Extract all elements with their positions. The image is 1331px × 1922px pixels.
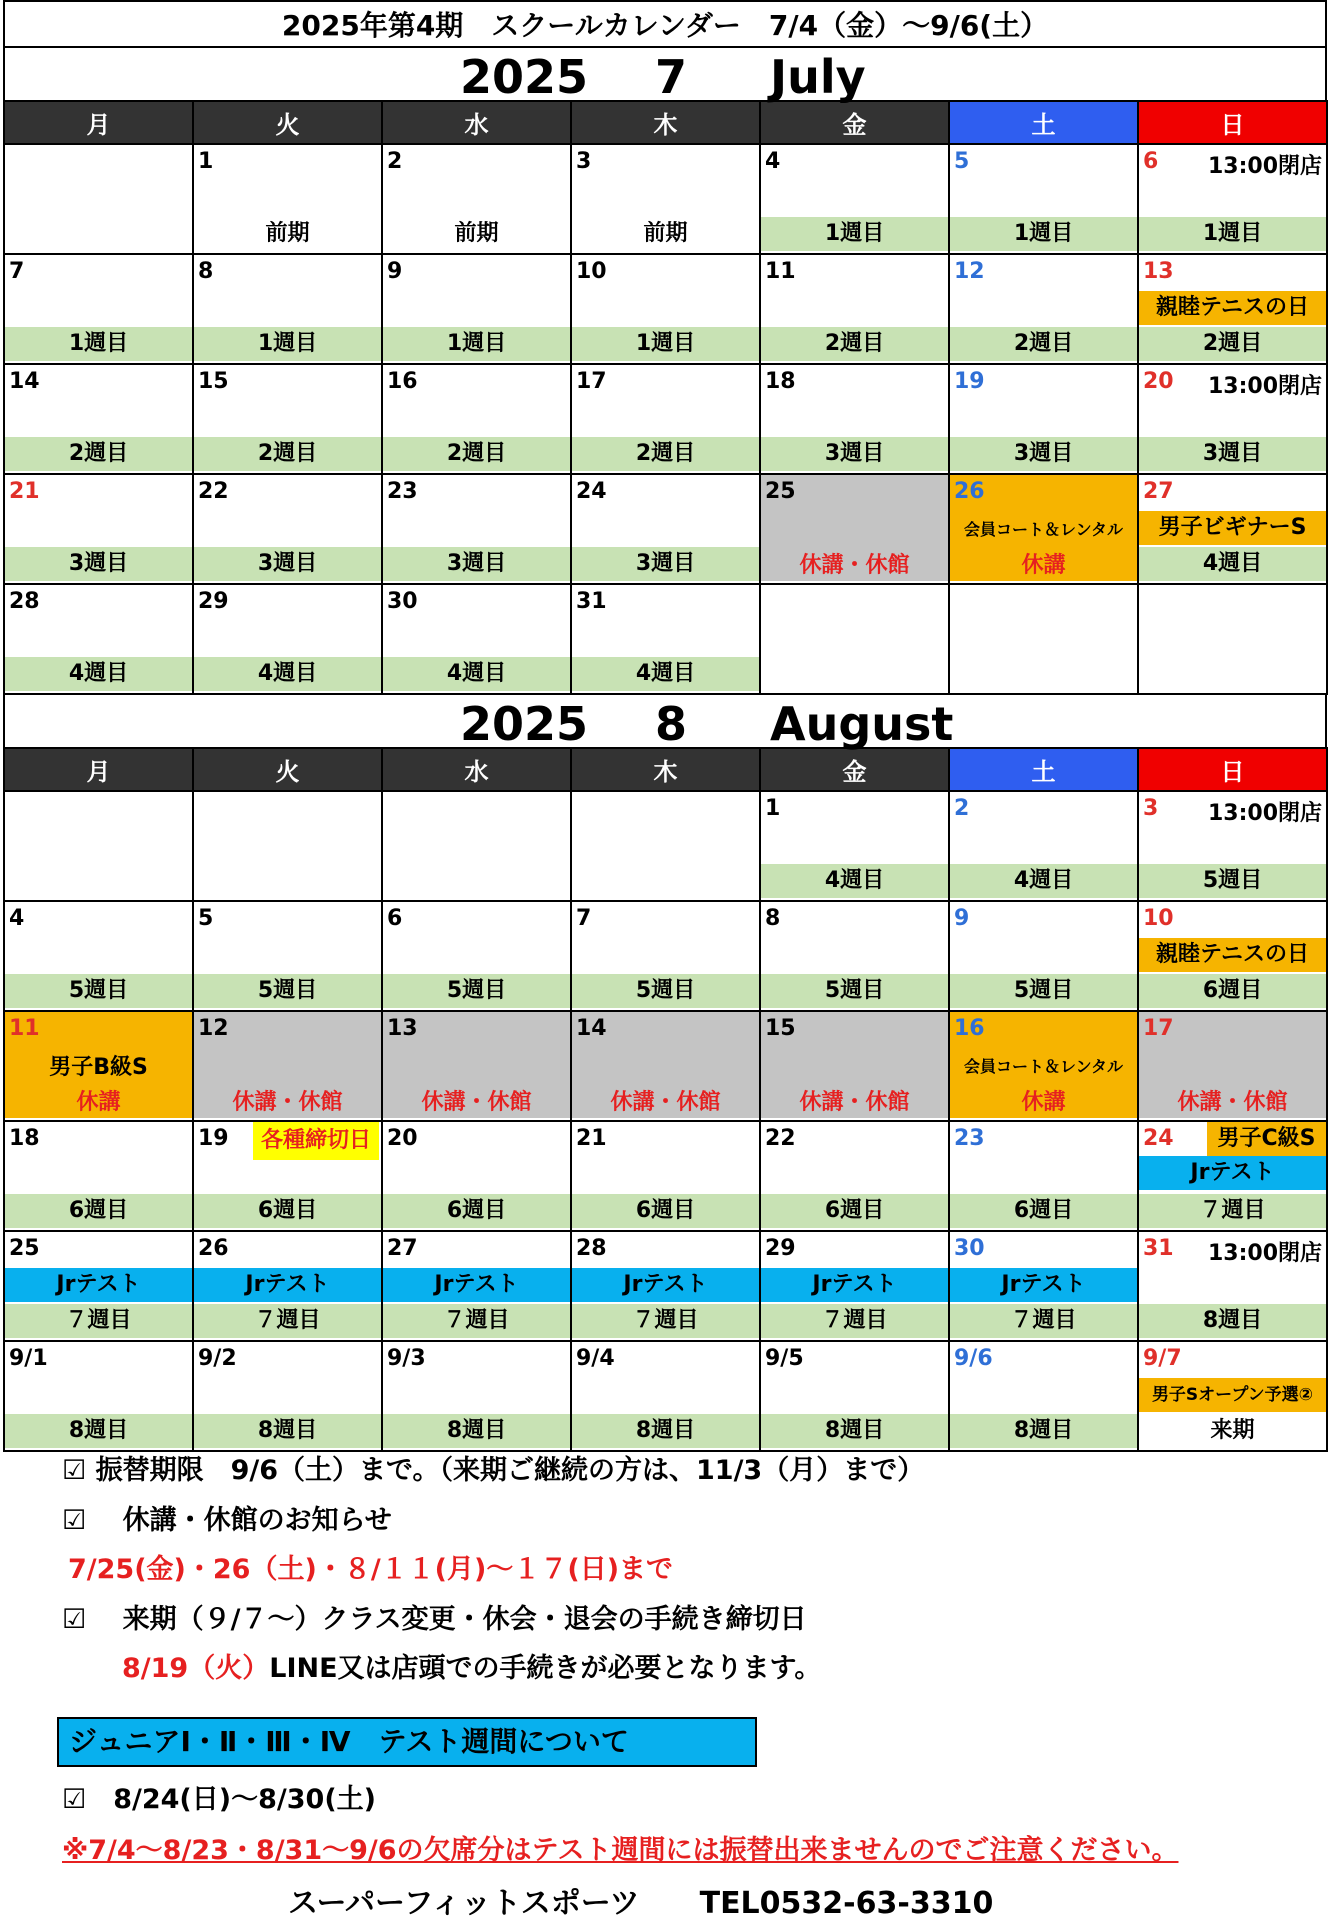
week-label: 1週目 (194, 327, 381, 361)
day-number: 18 (765, 369, 796, 394)
day-cell (4, 254, 193, 364)
week-label: 3週目 (383, 547, 570, 581)
note-test-week: ☑ 8/24(日)～8/30(土) (62, 1784, 377, 1815)
day-cell (382, 254, 571, 364)
event-band: Jrテスト (761, 1268, 948, 1302)
day-cell (571, 254, 760, 364)
day-number: 31 (576, 589, 607, 614)
week-label: ７週目 (572, 1304, 759, 1338)
day-cell (949, 791, 1138, 901)
weekday-header: 月 (4, 748, 193, 791)
day-cell (760, 1341, 949, 1451)
day-cell (571, 1341, 760, 1451)
day-number: 16 (387, 369, 418, 394)
day-number: 9/7 (1143, 1346, 1182, 1371)
day-cell (760, 1231, 949, 1341)
week-label: 6週目 (761, 1194, 948, 1228)
deadline-tag: 各種締切日 (253, 1122, 379, 1160)
day-cell (193, 1231, 382, 1341)
day-number: 20 (387, 1126, 418, 1151)
day-cell (1138, 901, 1327, 1011)
day-number: 5 (198, 906, 214, 931)
event-band: 男子ビギナーS (1139, 511, 1326, 545)
note-procedure-date: 8/19（火） (122, 1653, 270, 1684)
day-number: 9/1 (9, 1346, 48, 1371)
day-number: 22 (198, 479, 229, 504)
calendar-title: 2025年第4期 スクールカレンダー 7/4（金）～9/6(土） (3, 0, 1327, 48)
day-number: 23 (954, 1126, 985, 1151)
week-label: ７週目 (1139, 1194, 1326, 1228)
day-cell (760, 1011, 949, 1121)
day-number: 26 (954, 479, 985, 504)
week-label: 前期 (643, 221, 688, 246)
week-label: 2週目 (950, 327, 1137, 361)
week-label: 8週目 (383, 1414, 570, 1448)
early-close-note: 13:00閉店 (1207, 154, 1322, 179)
week-label: 6週目 (194, 1194, 381, 1228)
day-number: 24 (576, 479, 607, 504)
note-procedure-text: LINE又は店頭での手続きが必要となります。 (269, 1653, 822, 1684)
day-number: 7 (9, 259, 25, 284)
day-cell (4, 474, 193, 584)
day-number: 12 (198, 1016, 229, 1041)
week-label: 4週目 (1139, 547, 1326, 581)
weekday-header: 火 (193, 748, 382, 791)
day-number: 8 (198, 259, 214, 284)
day-cell (949, 901, 1138, 1011)
day-cell (571, 791, 760, 901)
day-number: 14 (9, 369, 40, 394)
day-cell (4, 364, 193, 474)
early-close-note: 13:00閉店 (1207, 1241, 1322, 1266)
day-cell (1138, 254, 1327, 364)
weekday-header: 金 (760, 101, 949, 144)
day-number: 13 (387, 1016, 418, 1041)
day-cell (1138, 474, 1327, 584)
day-cell (760, 584, 949, 694)
day-cell (1138, 144, 1327, 254)
day-number: 17 (576, 369, 607, 394)
day-cell (760, 364, 949, 474)
week-label: 6週目 (383, 1194, 570, 1228)
day-cell (4, 1341, 193, 1451)
footer-contact: スーパーフィットスポーツ TEL0532-63-3310 (288, 1886, 994, 1921)
week-label: 8週目 (950, 1414, 1137, 1448)
week-label: 8週目 (761, 1414, 948, 1448)
event-band: 男子Sオープン予選② (1139, 1378, 1326, 1412)
day-cell (382, 791, 571, 901)
note-closure-heading: ☑ 休講・休館のお知らせ (62, 1505, 392, 1536)
day-cell (571, 474, 760, 584)
day-cell (571, 584, 760, 694)
early-close-note: 13:00閉店 (1207, 374, 1322, 399)
event-band: Jrテスト (572, 1268, 759, 1302)
week-label: 4週目 (572, 657, 759, 691)
day-cell (949, 1341, 1138, 1451)
week-label: 4週目 (950, 864, 1137, 898)
week-label: 1週目 (5, 327, 192, 361)
day-number: 6 (1143, 149, 1159, 174)
weekday-header: 日 (1138, 101, 1327, 144)
week-label: 5週目 (194, 974, 381, 1008)
day-number: 30 (954, 1236, 985, 1261)
day-cell (382, 1341, 571, 1451)
closure-label: 休講・休館 (799, 553, 910, 578)
day-cell (382, 1011, 571, 1121)
day-cell (949, 254, 1138, 364)
week-label: 前期 (265, 221, 310, 246)
day-number: 6 (387, 906, 403, 931)
event-band: Jrテスト (5, 1268, 192, 1302)
week-label: 5週目 (5, 974, 192, 1008)
week-label: 2週目 (383, 437, 570, 471)
weekday-header: 水 (382, 748, 571, 791)
day-cell (949, 144, 1138, 254)
day-cell (4, 1121, 193, 1231)
day-cell (382, 474, 571, 584)
day-cell (4, 1231, 193, 1341)
day-cell (382, 1231, 571, 1341)
week-label: 1週目 (761, 217, 948, 251)
day-cell (760, 1121, 949, 1231)
weekday-header: 火 (193, 101, 382, 144)
day-cell (4, 584, 193, 694)
day-cell (760, 474, 949, 584)
day-cell (193, 144, 382, 254)
day-cell (949, 474, 1138, 584)
weekday-header: 土 (949, 101, 1138, 144)
weekday-header: 木 (571, 101, 760, 144)
closure-label: 休講・休館 (1177, 1090, 1288, 1115)
week-label: 8週目 (5, 1414, 192, 1448)
day-number: 24 (1143, 1126, 1174, 1151)
calendar-july (3, 100, 1328, 695)
day-number: 11 (765, 259, 796, 284)
closure-label: 休講・休館 (799, 1090, 910, 1115)
month-header-july (3, 48, 1327, 104)
day-cell (193, 901, 382, 1011)
week-label: 3週目 (5, 547, 192, 581)
day-number: 9/6 (954, 1346, 993, 1371)
weekday-header: 金 (760, 748, 949, 791)
day-number: 21 (576, 1126, 607, 1151)
day-number: 2 (954, 796, 970, 821)
day-number: 17 (1143, 1016, 1174, 1041)
day-number: 27 (1143, 479, 1174, 504)
day-number: 9/3 (387, 1346, 426, 1371)
day-cell (193, 584, 382, 694)
week-label: 3週目 (950, 437, 1137, 471)
day-cell (1138, 791, 1327, 901)
day-number: 29 (765, 1236, 796, 1261)
day-number: 31 (1143, 1236, 1174, 1261)
month-number: 7 (655, 50, 688, 104)
day-number: 23 (387, 479, 418, 504)
day-cell (760, 901, 949, 1011)
day-number: 4 (765, 149, 781, 174)
day-cell (1138, 584, 1327, 694)
week-label: 2週目 (572, 437, 759, 471)
event-band: Jrテスト (383, 1268, 570, 1302)
week-label: 3週目 (194, 547, 381, 581)
week-label: 8週目 (1139, 1304, 1326, 1338)
day-cell (4, 791, 193, 901)
day-number: 1 (765, 796, 781, 821)
week-label: 5週目 (383, 974, 570, 1008)
day-cell (1138, 1341, 1327, 1451)
day-number: 28 (576, 1236, 607, 1261)
weekday-header: 土 (949, 748, 1138, 791)
day-cell (382, 1121, 571, 1231)
day-cell (193, 1011, 382, 1121)
day-cell (193, 1341, 382, 1451)
junior-test-title: ジュニアⅠ・Ⅱ・Ⅲ・Ⅳ テスト週間について (57, 1717, 757, 1767)
day-number: 10 (1143, 906, 1174, 931)
note-procedure-detail (122, 1646, 821, 1685)
day-number: 28 (9, 589, 40, 614)
day-cell (1138, 364, 1327, 474)
week-label: 5週目 (572, 974, 759, 1008)
day-number: 15 (765, 1016, 796, 1041)
week-label: 8週目 (572, 1414, 759, 1448)
week-label: 5週目 (950, 974, 1137, 1008)
week-label: 来期 (1210, 1418, 1255, 1443)
day-cell (949, 1231, 1138, 1341)
closure-label: 休講 (1021, 1090, 1066, 1115)
day-number: 9/4 (576, 1346, 615, 1371)
day-cell (382, 901, 571, 1011)
weekday-header: 日 (1138, 748, 1327, 791)
day-number: 9 (387, 259, 403, 284)
week-label: ７週目 (194, 1304, 381, 1338)
closure-label: 休講 (1021, 553, 1066, 578)
day-cell (571, 1121, 760, 1231)
day-number: 21 (9, 479, 40, 504)
month-header-august (3, 695, 1327, 751)
week-label: 前期 (454, 221, 499, 246)
closure-label: 休講・休館 (610, 1090, 721, 1115)
day-cell (382, 364, 571, 474)
day-cell (760, 144, 949, 254)
day-cell (193, 254, 382, 364)
event-label: 会員コート＆レンタル (964, 1057, 1123, 1076)
day-number: 29 (198, 589, 229, 614)
month-name: August (770, 697, 954, 751)
day-number: 12 (954, 259, 985, 284)
note-transfer-deadline: ☑ 振替期限 9/6（土）まで。（来期ご継続の方は、11/3（月）まで） (62, 1455, 925, 1486)
month-name: July (770, 50, 866, 104)
month-year: 2025 (460, 697, 589, 751)
day-number: 25 (9, 1236, 40, 1261)
week-label: 4週目 (5, 657, 192, 691)
day-number: 5 (954, 149, 970, 174)
day-number: 13 (1143, 259, 1174, 284)
day-cell (571, 901, 760, 1011)
day-cell (949, 364, 1138, 474)
week-label: 5週目 (761, 974, 948, 1008)
weekday-header: 水 (382, 101, 571, 144)
closure-label: 休講・休館 (421, 1090, 532, 1115)
day-number: 2 (387, 149, 403, 174)
week-label: 8週目 (194, 1414, 381, 1448)
day-cell (571, 144, 760, 254)
day-cell (1138, 1231, 1327, 1341)
day-cell (193, 474, 382, 584)
week-label: 6週目 (572, 1194, 759, 1228)
week-label: ７週目 (761, 1304, 948, 1338)
day-number: 19 (198, 1126, 229, 1151)
weekday-header: 木 (571, 748, 760, 791)
closure-label: 休講 (76, 1090, 121, 1115)
day-cell (571, 364, 760, 474)
day-cell (949, 584, 1138, 694)
day-cell (193, 1121, 382, 1231)
day-number: 26 (198, 1236, 229, 1261)
week-label: ７週目 (5, 1304, 192, 1338)
event-band: 男子C級S (1207, 1122, 1326, 1156)
week-label: 1週目 (572, 327, 759, 361)
day-number: 9/5 (765, 1346, 804, 1371)
week-label: 4週目 (383, 657, 570, 691)
day-number: 3 (576, 149, 592, 174)
day-number: 18 (9, 1126, 40, 1151)
day-number: 15 (198, 369, 229, 394)
event-band: Jrテスト (1139, 1156, 1326, 1190)
week-label: 2週目 (1139, 327, 1326, 361)
event-label: 会員コート＆レンタル (964, 520, 1123, 539)
day-number: 7 (576, 906, 592, 931)
week-label: 3週目 (1139, 437, 1326, 471)
event-band: 親睦テニスの日 (1139, 291, 1326, 325)
week-label: 2週目 (5, 437, 192, 471)
day-cell (760, 791, 949, 901)
event-band: Jrテスト (194, 1268, 381, 1302)
early-close-note: 13:00閉店 (1207, 801, 1322, 826)
week-label: 4週目 (194, 657, 381, 691)
day-cell (382, 144, 571, 254)
week-label: 6週目 (950, 1194, 1137, 1228)
day-cell (4, 901, 193, 1011)
week-label: 6週目 (5, 1194, 192, 1228)
day-cell (949, 1011, 1138, 1121)
week-label: 3週目 (572, 547, 759, 581)
day-cell (382, 584, 571, 694)
day-number: 14 (576, 1016, 607, 1041)
note-procedure-deadline: ☑ 来期（９/７～）クラス変更・休会・退会の手続き締切日 (62, 1604, 807, 1635)
day-number: 10 (576, 259, 607, 284)
weekday-header: 月 (4, 101, 193, 144)
day-number: 9 (954, 906, 970, 931)
week-label: ７週目 (383, 1304, 570, 1338)
week-label: 1週目 (383, 327, 570, 361)
note-closure-dates: 7/25(金)・26（土)・８/１１(月)～１７(日)まで (68, 1554, 674, 1585)
day-number: 22 (765, 1126, 796, 1151)
day-number: 11 (9, 1016, 40, 1041)
day-cell (949, 1121, 1138, 1231)
day-cell (571, 1231, 760, 1341)
day-number: 27 (387, 1236, 418, 1261)
day-number: 1 (198, 149, 214, 174)
day-cell (1138, 1121, 1327, 1231)
month-year: 2025 (460, 50, 589, 104)
week-label: 6週目 (1139, 974, 1326, 1008)
day-number: 20 (1143, 369, 1174, 394)
day-number: 19 (954, 369, 985, 394)
day-cell (4, 1011, 193, 1121)
day-cell (1138, 1011, 1327, 1121)
day-number: 30 (387, 589, 418, 614)
day-number: 9/2 (198, 1346, 237, 1371)
day-number: 8 (765, 906, 781, 931)
day-cell (4, 144, 193, 254)
month-number: 8 (655, 697, 688, 751)
event-band: 親睦テニスの日 (1139, 938, 1326, 972)
week-label: 1週目 (1139, 217, 1326, 251)
day-cell (193, 364, 382, 474)
closure-label: 休講・休館 (232, 1090, 343, 1115)
note-warning: ※7/4～8/23・8/31～9/6の欠席分はテスト週間には振替出来ませんのでご注意ください。 (62, 1835, 1179, 1866)
week-label: 4週目 (761, 864, 948, 898)
day-number: 3 (1143, 796, 1159, 821)
week-label: 2週目 (194, 437, 381, 471)
week-label: ７週目 (950, 1304, 1137, 1338)
week-label: 5週目 (1139, 864, 1326, 898)
event-label: 男子B級S (49, 1055, 148, 1080)
day-cell (571, 1011, 760, 1121)
week-label: 1週目 (950, 217, 1137, 251)
day-number: 4 (9, 906, 25, 931)
day-cell (193, 791, 382, 901)
day-number: 25 (765, 479, 796, 504)
calendar-august (3, 747, 1328, 1452)
week-label: 2週目 (761, 327, 948, 361)
day-number: 16 (954, 1016, 985, 1041)
day-cell (760, 254, 949, 364)
event-band: Jrテスト (950, 1268, 1137, 1302)
week-label: 3週目 (761, 437, 948, 471)
